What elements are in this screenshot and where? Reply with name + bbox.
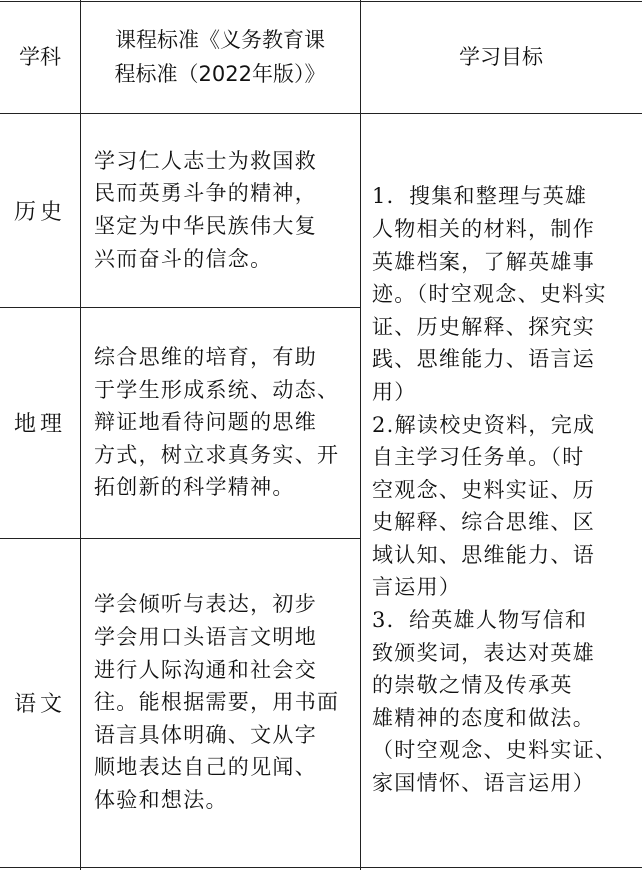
standard-chinese-text: 学会倾听与表达，初步 学会用口头语言文明地 进行人际沟通和社会交 往。能根据需要，用书面 语言具体明确、文从字 顺地表达自己的见闻、 体验和想法。	[94, 592, 340, 812]
header-subject	[0, 0, 80, 113]
learning-goals	[360, 113, 642, 867]
header-standard	[80, 0, 360, 113]
subject-history	[0, 113, 80, 307]
standard-geography-text: 综合思维的培育，有助 于学生形成系统、动态、 辩证地看待问题的思维 方式，树立求真务实、开 拓创新的科学精神。	[94, 345, 340, 500]
header-standard-line2: 程标准（2022年版）》	[114, 61, 326, 86]
header-subject-text: 学科	[19, 44, 61, 69]
subject-chinese	[0, 538, 80, 867]
standard-history	[80, 113, 360, 307]
subject-geography-label: 地理	[13, 412, 66, 437]
subject-geography	[0, 307, 80, 538]
subject-history-label: 历史	[13, 199, 66, 225]
standard-history-text: 学习仁人志士为救国救 民而英勇斗争的精神， 坚定为中华民族伟大复 兴而奋斗的信念。	[94, 148, 317, 271]
standard-geography	[80, 307, 360, 538]
header-standard-line1: 课程标准《义务教育课	[115, 27, 325, 52]
standard-chinese	[80, 538, 360, 867]
subject-chinese-label: 语文	[13, 692, 66, 717]
header-goal	[360, 0, 642, 113]
header-goal-text: 学习目标	[459, 44, 543, 69]
table-border-bottom	[0, 867, 642, 868]
learning-goals-text: 1．搜集和整理与英雄 人物相关的材料，制作 英雄档案，了解英雄事 迹。（时空观念、史料实 证、历史解释、探究实 践、思维能力、语言运 用） 2.解读校史资料，完成 自主学习任务单。（时 空观念、史料实证、历 史解释、综合思维、区 域认知、思维能力、语 言运用） 3．给英雄人物写信和 致颁奖词，表达对英雄 的崇敬之情及传承英 雄精神的态度和做法。 （时空观念、史料实证、 家国情怀、语言运用）	[372, 184, 618, 796]
